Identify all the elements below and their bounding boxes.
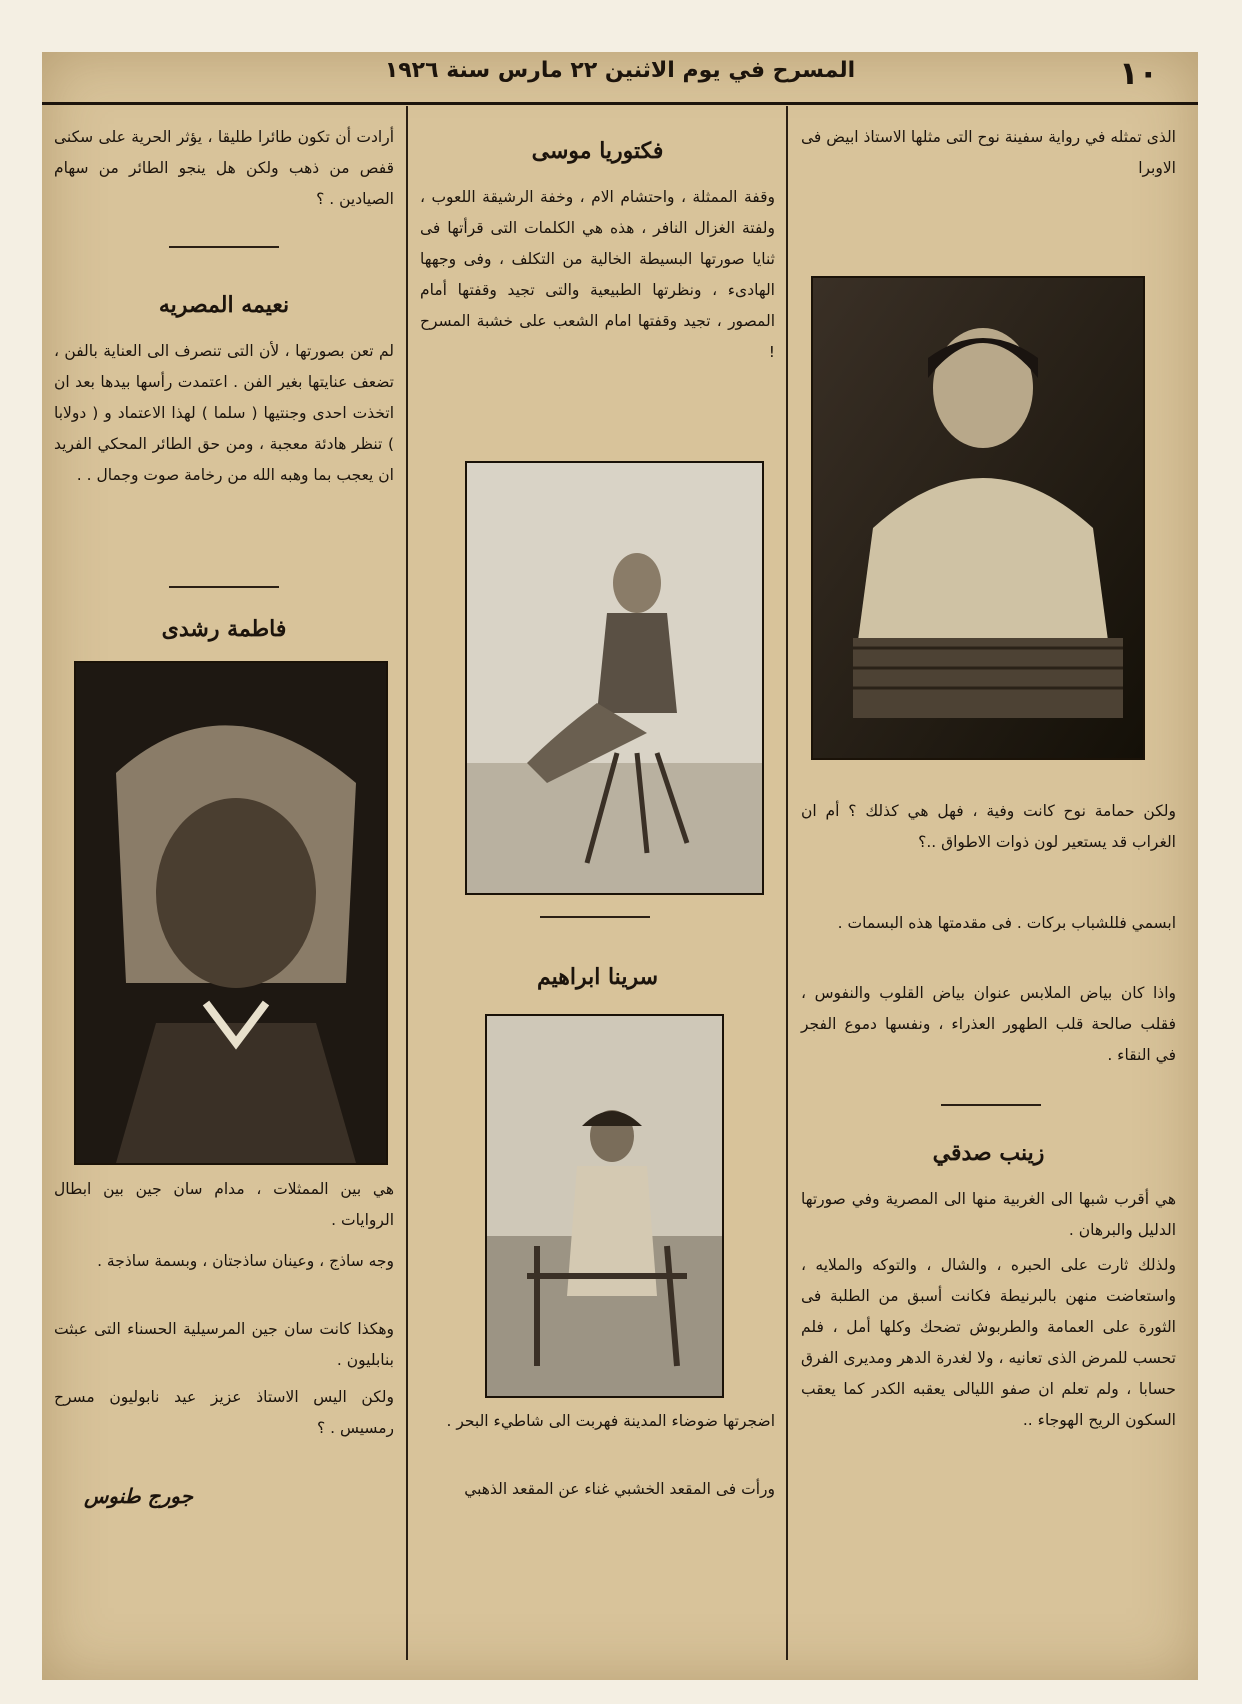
column-divider-2 bbox=[406, 106, 408, 1660]
middle-para-2: اضجرتها ضوضاء المدينة فهربت الى شاطيء البحر . bbox=[446, 1412, 775, 1430]
right-para-3: واذا كان بياض الملابس عنوان بياض القلوب والنفوس ، فقلب صالحة قلب الطهور العذراء ، ونفسها دموع الفجر في النقاء . bbox=[801, 984, 1176, 1064]
photo-image bbox=[813, 278, 1143, 758]
photo-image bbox=[76, 663, 386, 1163]
right-intro-text: الذى تمثله في رواية سفينة نوح التى مثلها الاستاذ ابيض فى الاوبرا bbox=[801, 128, 1176, 177]
photo-image bbox=[467, 463, 762, 893]
left-para-2: لم تعن بصورتها ، لأن التى تنصرف الى العناية بالفن ، تضعف عنايتها بغير الفن . اعتمدت رأسها بيدها بعد ان اتخذت احدى وجنتيها ( سلما ) لهذا الاعتماد و ( دولابا ) تنظر هادئة معجبة ، ومن حق الطائر المحكي الفريد ان يعجب بما وهبه الله من رخامة صوت وجمال . . bbox=[54, 342, 394, 484]
section-divider bbox=[941, 1104, 1041, 1106]
section-divider bbox=[169, 246, 279, 248]
section-divider bbox=[540, 916, 650, 918]
right-para-2: ابسمي فللشباب بركات . فى مقدمتها هذه البسمات . bbox=[837, 914, 1176, 932]
heading-zeinab: زينب صدقي bbox=[932, 1140, 1045, 1166]
header-title: المسرح في يوم الاثنين ٢٢ مارس سنة ١٩٢٦ bbox=[384, 58, 856, 83]
right-para-5: ولذلك ثارت على الحبره ، والشال ، والتوكه والملايه ، واستعاضت منهن بالبرنيطة فكانت أسبق من الطلبة فى الثورة على العمامة والطربوش تضحك وكلها أمل ، فلم تحسب للمرض الذى تعانيه ، ولا لغدرة الدهر ومديرى الفرق حسابا ، ولم تعلم ان صفو الليالى يعقبه الكدر كما يعقب السكون الريح الهوجاء .. bbox=[801, 1256, 1176, 1429]
heading-serena: سرينا ابراهيم bbox=[536, 964, 659, 990]
photo-woman-on-bench bbox=[485, 1014, 724, 1398]
photo-image bbox=[487, 1016, 722, 1396]
right-column bbox=[801, 116, 1176, 1656]
newspaper-page bbox=[42, 52, 1198, 1680]
photo-seated-woman bbox=[811, 276, 1145, 760]
middle-para-3: ورأت فى المقعد الخشبي غناء عن المقعد الذهبي bbox=[464, 1480, 775, 1498]
page-header bbox=[42, 52, 1198, 105]
photo-woman-on-stool bbox=[465, 461, 764, 895]
middle-para-1: وقفة الممثلة ، واحتشام الام ، وخفة الرشيقة اللعوب ، ولفتة الغزال النافر ، هذه هي الكلمات التى قرأتها فى ثنايا صورتها البسيطة الخالية من التكلف ، وفى وجهها الهادىء ، ونظرتها الطبيعية والتى تجيد وقفتها أمام المصور ، تجيد وقفتها امام الشعب على خشبة المسرح ! bbox=[420, 188, 775, 361]
left-column bbox=[54, 116, 394, 1656]
left-para-5: وهكذا كانت سان جين المرسيلية الحسناء التى عبثت بنابليون . bbox=[54, 1320, 394, 1369]
section-divider bbox=[169, 586, 279, 588]
heading-victoria: فكتوريا موسى bbox=[531, 138, 664, 164]
left-para-6: ولكن اليس الاستاذ عزيز عيد نابوليون مسرح رمسيس . ؟ bbox=[54, 1388, 394, 1437]
right-para-1: ولكن حمامة نوح كانت وفية ، فهل هي كذلك ؟ أم ان الغراب قد يستعير لون ذوات الاطواق ..؟ bbox=[801, 802, 1176, 851]
left-para-4: وجه ساذج ، وعينان ساذجتان ، وبسمة ساذجة . bbox=[97, 1252, 394, 1270]
left-para-1: أرادت أن تكون طائرا طليقا ، يؤثر الحرية على سكنى قفص من ذهب ولكن هل ينجو الطائر من سهام الصيادين . ؟ bbox=[54, 128, 394, 208]
left-para-3: هي بين الممثلات ، مدام سان جين بين ابطال الروايات . bbox=[54, 1180, 394, 1229]
right-para-4: هي أقرب شبها الى الغربية منها الى المصرية وفي صورتها الدليل والبرهان . bbox=[801, 1190, 1176, 1239]
photo-portrait-woman bbox=[74, 661, 388, 1165]
heading-fatma: فاطمة رشدى bbox=[161, 616, 287, 642]
heading-naima: نعيمه المصريه bbox=[158, 292, 290, 318]
page-number: ١٠ bbox=[1118, 54, 1158, 92]
middle-column bbox=[420, 116, 775, 1656]
column-divider-1 bbox=[786, 106, 788, 1660]
author-signature: جورج طنوس bbox=[84, 1484, 193, 1508]
